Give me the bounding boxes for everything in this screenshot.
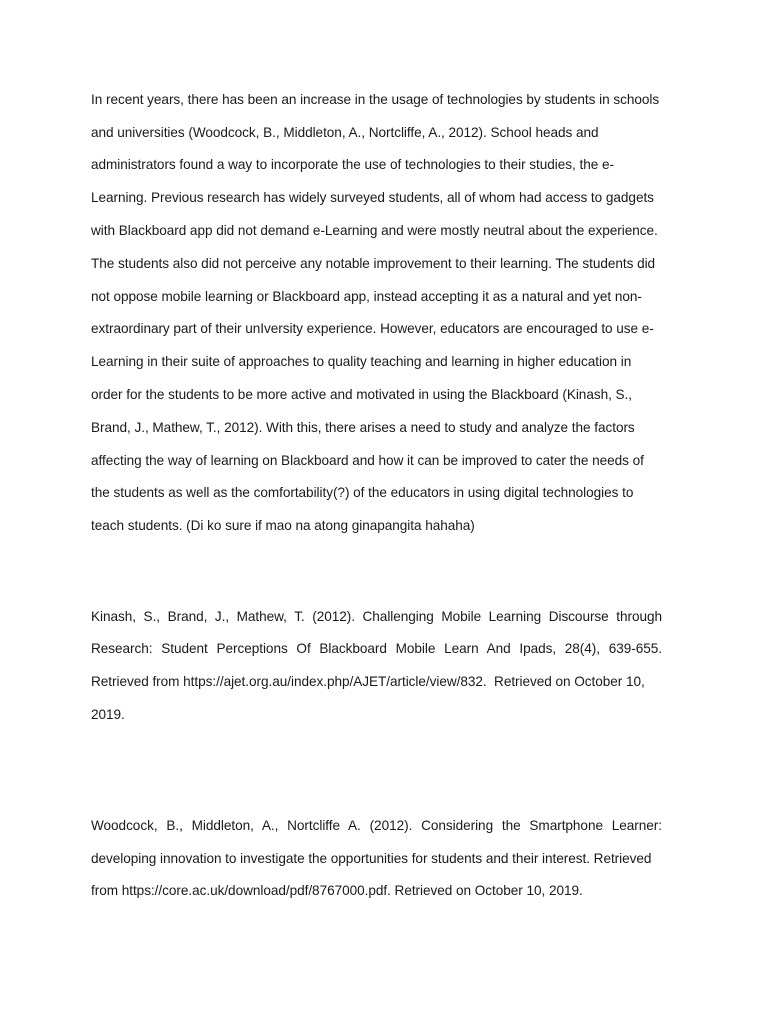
paragraph-line: administrators found a way to incorporate the use of technologies to their studies, the e- (91, 157, 614, 172)
paragraph-line: Learning. Previous research has widely surveyed students, all of whom had access to gadgets (91, 190, 654, 205)
paragraph-line: In recent years, there has been an increase in the usage of technologies by students in schools (91, 92, 660, 107)
paragraph-line: order for the students to be more active and motivated in using the Blackboard (Kinash, S., (91, 387, 633, 402)
paragraph-line: Brand, J., Mathew, T., 2012). With this, there arises a need to study and analyze the factors (91, 420, 635, 435)
paragraph-line: and universities (Woodcock, B., Middleton, A., Nortcliffe, A., 2012). School heads and (91, 125, 599, 140)
paragraph-line: not oppose mobile learning or Blackboard app, instead accepting it as a natural and yet non- (91, 289, 642, 304)
paragraph-line: teach students. (Di ko sure if mao na atong ginapangita hahaha) (91, 518, 475, 533)
paragraph-line: the students as well as the comfortability(?) of the educators in using digital technologies to (91, 485, 634, 500)
paragraph-line: affecting the way of learning on Blackboard and how it can be improved to cater the needs of (91, 453, 644, 468)
reference-line: Woodcock, B., Middleton, A., Nortcliffe A. (2012). Considering the Smartphone Learner: (91, 818, 662, 833)
reference-line: from https://core.ac.uk/download/pdf/8767000.pdf. Retrieved on October 10, 2019. (91, 883, 583, 898)
paragraph-line: extraordinary part of their unIversity experience. However, educators are encouraged to use e- (91, 321, 654, 336)
reference-line: Kinash, S., Brand, J., Mathew, T. (2012). Challenging Mobile Learning Discourse through (91, 609, 662, 624)
paragraph-line: Learning in their suite of approaches to quality teaching and learning in higher education in (91, 354, 632, 369)
reference-line: developing innovation to investigate the opportunities for students and their interest. Retrieved (91, 851, 652, 866)
reference-line: Research: Student Perceptions Of Blackboard Mobile Learn And Ipads, 28(4), 639-655. (91, 641, 662, 656)
reference-line: 2019. (91, 707, 125, 722)
paragraph-line: The students also did not perceive any notable improvement to their learning. The students did (91, 256, 656, 271)
reference-line: Retrieved from https://ajet.org.au/index.php/AJET/article/view/832. Retrieved on October 10, (91, 674, 645, 689)
paragraph-line: with Blackboard app did not demand e-Learning and were mostly neutral about the experience. (91, 223, 658, 238)
